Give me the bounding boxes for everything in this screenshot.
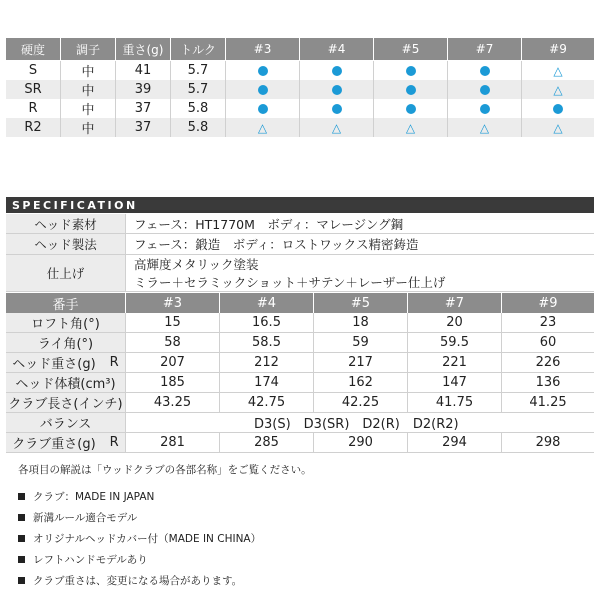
compat-cell xyxy=(300,118,374,137)
finish-label: 仕上げ xyxy=(6,255,126,291)
shaft-cell-weight: 41 xyxy=(116,61,171,80)
bullet-square-icon xyxy=(18,535,25,542)
shaft-cell-kick: 中 xyxy=(61,118,116,137)
shaft-cell-kick: 中 xyxy=(61,61,116,80)
club-length-value: 42.25 xyxy=(314,393,408,412)
spec-row-head-volume xyxy=(6,373,594,393)
finish-line-2: ミラー＋セラミックショット＋サテン＋レーザー仕上げ xyxy=(134,275,446,290)
compat-dot-icon xyxy=(332,66,342,76)
club-length-value: 41.25 xyxy=(529,395,567,410)
header-flex: 硬度 xyxy=(6,38,61,60)
head-weight-label-text: ヘッド重さ(g) xyxy=(12,357,96,372)
club-weight-value: 285 xyxy=(220,433,314,452)
compat-dot-icon xyxy=(258,104,268,114)
note-text: クラブ：MADE IN JAPAN xyxy=(33,491,155,503)
compat-triangle-icon: △ xyxy=(257,120,268,135)
header-7: #7 xyxy=(448,38,522,60)
compat-cell xyxy=(300,99,374,118)
compat-cell xyxy=(448,118,522,137)
head-weight-flex: R xyxy=(109,355,119,370)
material-value: フェース：HT1770M ボディ：マレージング鋼 xyxy=(134,216,404,232)
numbers-header-7: #7 xyxy=(408,293,502,313)
balance-value: D3(S) D3(SR) D2(R) D2(R2) xyxy=(254,417,459,432)
lie-value: 59 xyxy=(314,333,408,352)
loft-value: 18 xyxy=(314,313,408,332)
numbers-header-3: #3 xyxy=(126,293,220,313)
spec-row-club-length xyxy=(6,393,594,413)
compat-cell xyxy=(226,61,300,80)
head-weight-label xyxy=(6,353,126,372)
compat-dot-icon xyxy=(258,85,268,95)
compat-dot-icon xyxy=(406,85,416,95)
shaft-cell-kick: 中 xyxy=(61,99,116,118)
balance-label: バランス xyxy=(6,413,126,432)
shaft-cell-kick: 中 xyxy=(61,80,116,99)
compat-triangle-icon: △ xyxy=(405,120,416,135)
shaft-row xyxy=(6,61,594,80)
note-item xyxy=(18,552,148,567)
compat-triangle-icon: △ xyxy=(331,120,342,135)
lie-value: 59.5 xyxy=(408,333,502,352)
spec-row-head-weight xyxy=(6,353,594,373)
compat-cell xyxy=(522,61,594,80)
header-9: #9 xyxy=(522,38,594,60)
shaft-cell-weight: 37 xyxy=(116,118,171,137)
club-weight-value: 290 xyxy=(314,433,408,452)
compat-dot-icon xyxy=(332,104,342,114)
lie-value: 58 xyxy=(126,333,220,352)
note-item xyxy=(18,510,137,525)
header-weight: 重さ(g) xyxy=(116,38,171,60)
note-text: クラブ重さは、変更になる場合があります。 xyxy=(33,575,243,587)
compat-triangle-icon: △ xyxy=(553,82,563,97)
head-volume-value: 162 xyxy=(314,373,408,392)
compat-cell xyxy=(448,80,522,99)
club-weight-label xyxy=(6,433,126,452)
note-text: オリジナルヘッドカバー付（MADE IN CHINA） xyxy=(33,533,262,545)
compat-dot-icon xyxy=(480,66,490,76)
club-weight-value: 294 xyxy=(408,433,502,452)
head-weight-value: 226 xyxy=(535,355,561,370)
bullet-square-icon xyxy=(18,556,25,563)
compat-cell xyxy=(374,61,448,80)
shaft-cell-flex: S xyxy=(6,61,61,80)
header-torque: トルク xyxy=(171,38,226,60)
header-3: #3 xyxy=(226,38,300,60)
loft-value: 16.5 xyxy=(220,313,314,332)
header-kick: 調子 xyxy=(61,38,116,60)
spec-row-balance xyxy=(6,413,594,433)
head-weight-value: 217 xyxy=(314,353,408,372)
club-weight-value: 281 xyxy=(126,433,220,452)
header-5: #5 xyxy=(374,38,448,60)
club-length-value: 41.75 xyxy=(408,393,502,412)
compat-dot-icon xyxy=(258,66,268,76)
shaft-cell-torque: 5.8 xyxy=(171,99,226,118)
shaft-cell-flex: SR xyxy=(6,80,61,99)
spec-row-method xyxy=(6,234,594,255)
lie-value: 58.5 xyxy=(220,333,314,352)
club-weight-label-text: クラブ重さ(g) xyxy=(12,437,96,452)
club-weight-value: 298 xyxy=(535,435,561,450)
material-label: ヘッド素材 xyxy=(6,214,126,233)
numbers-header-label: 番手 xyxy=(6,293,126,313)
numbers-header-5: #5 xyxy=(314,293,408,313)
spec-row-loft xyxy=(6,313,594,333)
head-weight-value: 207 xyxy=(126,353,220,372)
lie-label: ライ角(°) xyxy=(6,333,126,352)
note-item xyxy=(18,531,261,546)
compat-cell xyxy=(226,80,300,99)
compat-cell xyxy=(300,80,374,99)
compat-cell xyxy=(226,99,300,118)
note-text: レフトハンドモデルあり xyxy=(33,554,148,566)
club-length-label: クラブ長さ(インチ) xyxy=(6,393,126,412)
method-value: フェース：鍛造 ボディ：ロストワックス精密鋳造 xyxy=(134,237,419,252)
shaft-table-header xyxy=(6,38,594,60)
shaft-row xyxy=(6,80,594,99)
spec-title: SPECIFICATION xyxy=(6,197,594,213)
loft-label: ロフト角(°) xyxy=(6,313,126,332)
compat-cell xyxy=(374,99,448,118)
compat-cell xyxy=(448,61,522,80)
shaft-cell-flex: R2 xyxy=(6,118,61,137)
compat-cell xyxy=(300,61,374,80)
compat-triangle-icon: △ xyxy=(479,120,490,135)
loft-value: 23 xyxy=(539,315,557,330)
compat-cell xyxy=(226,118,300,137)
numbers-header-4: #4 xyxy=(220,293,314,313)
compat-dot-icon xyxy=(553,104,563,114)
bullet-square-icon xyxy=(18,577,25,584)
numbers-header-9: #9 xyxy=(502,293,594,313)
shaft-cell-weight: 37 xyxy=(116,99,171,118)
finish-line-1: 高輝度メタリック塗装 xyxy=(134,257,259,272)
finish-value xyxy=(126,255,594,291)
head-volume-label: ヘッド体積(cm³) xyxy=(6,373,126,392)
compat-cell xyxy=(374,80,448,99)
shaft-cell-torque: 5.8 xyxy=(171,118,226,137)
head-volume-value: 136 xyxy=(535,375,561,390)
compat-triangle-icon: △ xyxy=(553,63,563,78)
loft-value: 15 xyxy=(126,313,220,332)
head-weight-value: 221 xyxy=(408,353,502,372)
note-item xyxy=(18,573,242,588)
bullet-square-icon xyxy=(18,514,25,521)
numbers-header xyxy=(6,293,594,313)
head-volume-value: 185 xyxy=(126,373,220,392)
shaft-cell-weight: 39 xyxy=(116,80,171,99)
compat-triangle-icon: △ xyxy=(553,120,563,135)
method-label: ヘッド製法 xyxy=(6,234,126,254)
compat-dot-icon xyxy=(332,85,342,95)
spec-row-finish xyxy=(6,255,594,292)
spec-row-lie xyxy=(6,333,594,353)
shaft-cell-torque: 5.7 xyxy=(171,61,226,80)
compat-cell xyxy=(522,80,594,99)
compat-dot-icon xyxy=(480,104,490,114)
club-length-value: 43.25 xyxy=(126,393,220,412)
club-weight-flex: R xyxy=(109,435,119,450)
shaft-row xyxy=(6,118,594,137)
spec-row-club-weight xyxy=(6,433,594,453)
bullet-square-icon xyxy=(18,493,25,500)
compat-dot-icon xyxy=(480,85,490,95)
shaft-cell-torque: 5.7 xyxy=(171,80,226,99)
compat-dot-icon xyxy=(406,104,416,114)
spec-row-material xyxy=(6,214,594,234)
loft-value: 20 xyxy=(408,313,502,332)
compat-dot-icon xyxy=(406,66,416,76)
head-weight-value: 212 xyxy=(220,353,314,372)
compat-cell xyxy=(374,118,448,137)
compat-cell xyxy=(522,118,594,137)
header-4: #4 xyxy=(300,38,374,60)
head-volume-value: 174 xyxy=(220,373,314,392)
note-item xyxy=(18,489,154,504)
compat-cell xyxy=(448,99,522,118)
shaft-row xyxy=(6,99,594,118)
lie-value: 60 xyxy=(539,335,557,350)
shaft-cell-flex: R xyxy=(6,99,61,118)
note-text: 新溝ルール適合モデル xyxy=(33,512,138,524)
notes-intro: 各項目の解説は「ウッドクラブの各部名称」をご覧ください。 xyxy=(18,464,312,476)
club-length-value: 42.75 xyxy=(220,393,314,412)
compat-cell xyxy=(522,99,594,118)
head-volume-value: 147 xyxy=(408,373,502,392)
